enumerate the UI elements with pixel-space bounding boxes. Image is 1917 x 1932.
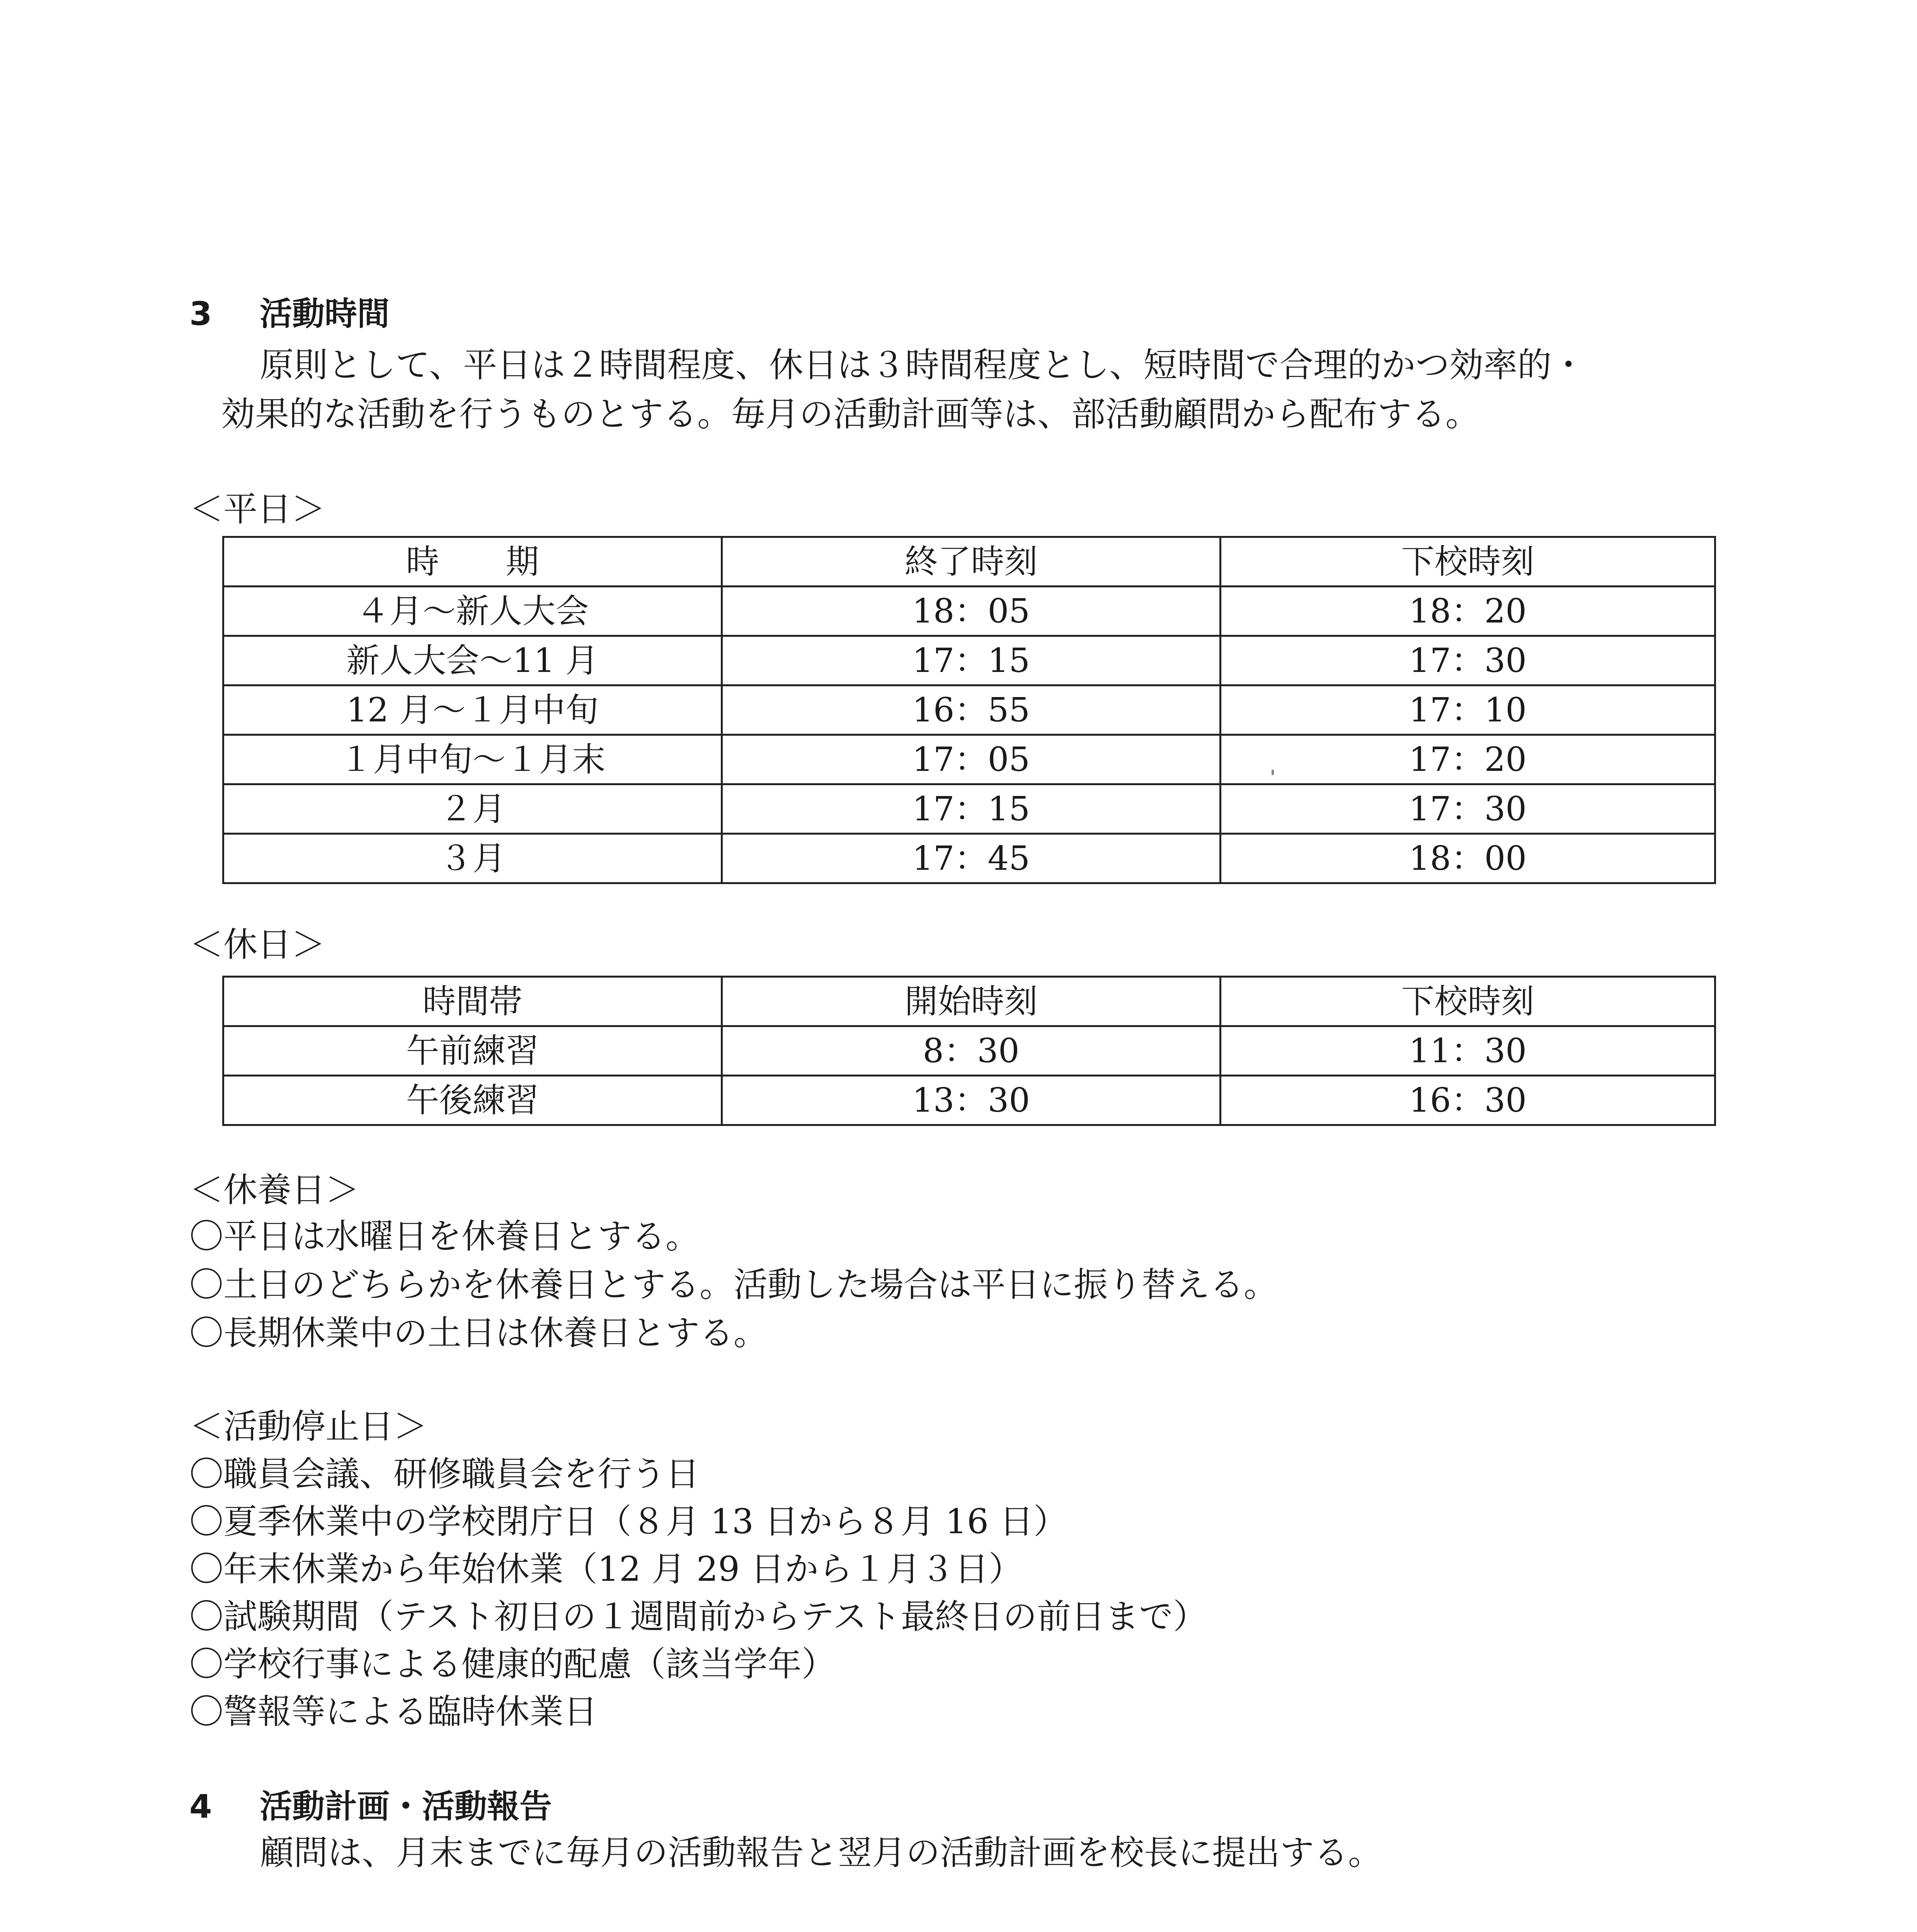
period-cell: ２月 [223,784,722,834]
end-time-cell: 17：05 [722,735,1221,784]
start-time-cell: 8：30 [722,1026,1221,1076]
end-time-cell: 18：05 [722,587,1221,636]
period-cell: 新人大会～11 月 [223,636,722,685]
end-time-cell: 17：15 [722,784,1221,834]
suspension-day-item: 〇年末休業から年始休業（12 月 29 日から１月３日） [189,1549,1023,1589]
weekday-header-row [223,537,1715,587]
period-cell: ３月 [223,834,722,883]
suspension-day-item: 〇学校行事による健康的配慮（該当学年） [189,1644,836,1684]
header-start-time: 開始時刻 [722,977,1221,1026]
section-4-number: 4 [189,1787,212,1825]
leave-time-cell: 11：30 [1221,1026,1715,1076]
leave-time-cell: 17：10 [1221,685,1715,735]
header-period: 時 期 [223,537,722,587]
weekday-label: ＜平日＞ [189,489,326,529]
header-time-slot: 時間帯 [223,977,722,1026]
table-row [223,685,1715,735]
leave-time-cell: 17：30 [1221,636,1715,685]
suspension-day-item: 〇試験期間（テスト初日の１週間前からテスト最終日の前日まで） [189,1597,1207,1636]
leave-time-cell: 18：20 [1221,587,1715,636]
section-3-paragraph-line-2: 効果的な活動を行うものとする。毎月の活動計画等は、部活動顧問から配布する。 [221,394,1480,434]
section-3-paragraph-line-1: 原則として、平日は２時間程度、休日は３時間程度とし、短時間で合理的かつ効率的・ [260,345,1586,385]
suspension-day-item: 〇警報等による臨時休業日 [189,1692,598,1731]
leave-time-cell: 17：30 [1221,784,1715,834]
start-time-cell: 13：30 [722,1076,1221,1125]
scan-speck [1272,770,1274,775]
table-row [223,735,1715,784]
time-slot-cell: 午後練習 [223,1076,722,1125]
end-time-cell: 17：45 [722,834,1221,883]
weekday-table [222,536,1716,884]
header-leave-time: 下校時刻 [1221,537,1715,587]
holiday-label: ＜休日＞ [189,925,326,964]
section-3-number: 3 [189,295,212,333]
leave-time-cell: 17：20 [1221,735,1715,784]
table-row [223,1026,1715,1076]
header-leave-time: 下校時刻 [1221,977,1715,1026]
end-time-cell: 17：15 [722,636,1221,685]
period-cell: １月中旬～１月末 [223,735,722,784]
table-row [223,834,1715,883]
table-row [223,587,1715,636]
suspension-days-label: ＜活動停止日＞ [189,1406,428,1446]
rest-day-item: 〇長期休業中の土日は休養日とする。 [189,1313,768,1353]
section-4-paragraph: 顧問は、月末までに毎月の活動報告と翌月の活動計画を校長に提出する。 [260,1833,1382,1872]
table-row [223,1076,1715,1125]
suspension-day-item: 〇職員会議、研修職員会を行う日 [189,1454,700,1494]
rest-days-label: ＜休養日＞ [189,1170,360,1210]
table-row [223,636,1715,685]
holiday-header-row [223,977,1715,1026]
leave-time-cell: 16：30 [1221,1076,1715,1125]
rest-day-item: 〇土日のどちらかを休養日とする。活動した場合は平日に振り替える。 [189,1265,1278,1304]
time-slot-cell: 午前練習 [223,1026,722,1076]
section-3-title: 活動時間 [260,295,390,333]
rest-day-item: 〇平日は水曜日を休養日とする。 [189,1216,700,1256]
leave-time-cell: 18：00 [1221,834,1715,883]
suspension-day-item: 〇夏季休業中の学校閉庁日（８月 13 日から８月 16 日） [189,1502,1067,1541]
period-cell: 12 月～１月中旬 [223,685,722,735]
period-cell: ４月～新人大会 [223,587,722,636]
table-row [223,784,1715,834]
section-4-title: 活動計画・活動報告 [260,1787,552,1825]
holiday-table [222,976,1716,1126]
header-end-time: 終了時刻 [722,537,1221,587]
end-time-cell: 16：55 [722,685,1221,735]
